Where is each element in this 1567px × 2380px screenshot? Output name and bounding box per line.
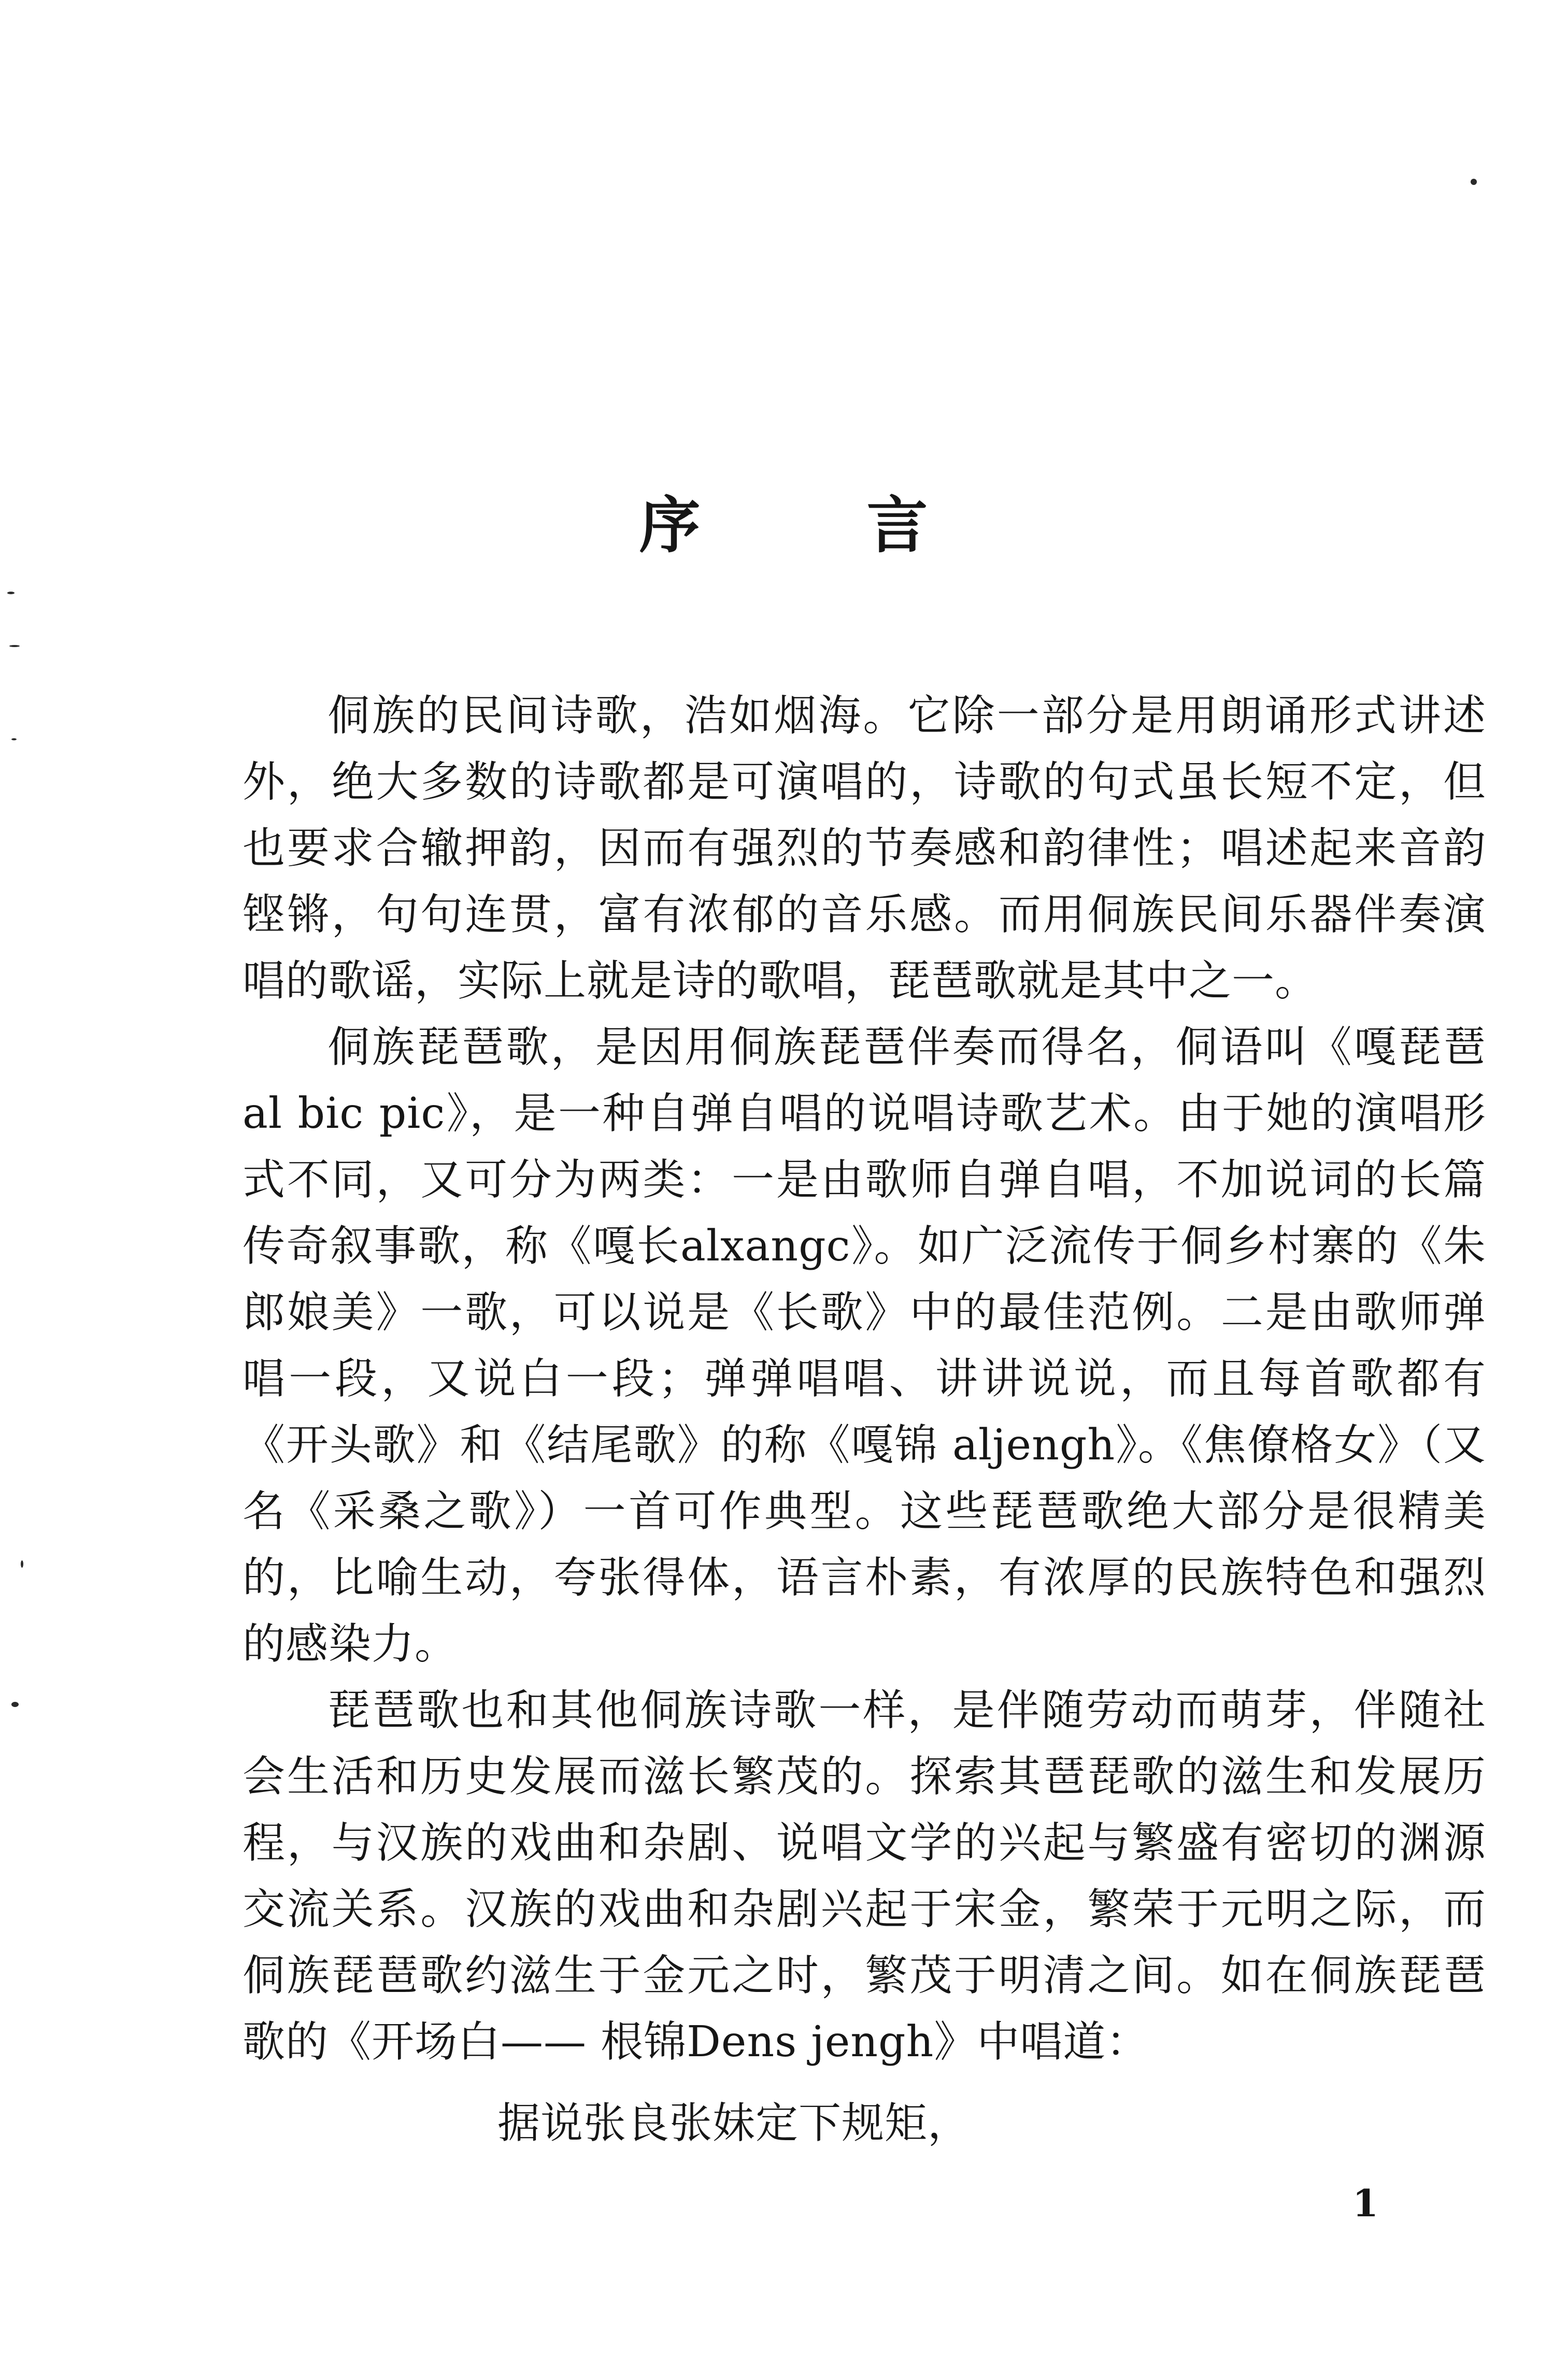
scan-speck bbox=[1471, 179, 1477, 185]
scan-speck bbox=[7, 592, 15, 594]
body-text bbox=[243, 683, 1486, 2075]
scan-speck bbox=[11, 1702, 19, 1707]
paragraph: 侗族琵琶歌，是因用侗族琵琶伴奏而得名，侗语叫《嘎琵琶 al bic pic》，是一种自弹自唱的说唱诗歌艺术。由于她的演唱形式不同，又可分为两类：一是由歌师自弹自唱，不加说词的长篇传奇叙事歌，称《嘎长alxangc》。如广泛流传于侗乡村寨的《朱郎娘美》一歌，可以说是《长歌》中的最佳范例。二是由歌师弹唱一段，又说白一段；弹弹唱唱、讲讲说说，而且每首歌都有《开头歌》和《结尾歌》的称《嘎锦 aljengh》。《焦僚格女》（又名《采桑之歌》）一首可作典型。这些琵琶歌绝大部分是很精美的，比喻生动，夸张得体，语言朴素，有浓厚的民族特色和强烈的感染力。 bbox=[243, 1023, 1486, 1669]
scan-speck bbox=[9, 645, 20, 647]
scan-speck bbox=[21, 1560, 23, 1568]
page-number: 1 bbox=[1352, 2181, 1379, 2225]
verse-line: 据说张良张妹定下规矩， bbox=[497, 2099, 971, 2148]
page-title: 序 言 bbox=[639, 489, 1001, 561]
scan-speck bbox=[11, 738, 17, 740]
paragraph: 琵琶歌也和其他侗族诗歌一样，是伴随劳动而萌芽，伴随社会生活和历史发展而滋长繁茂的。探索其琶琵歌的滋生和发展历程，与汉族的戏曲和杂剧、说唱文学的兴起与繁盛有密切的渊源交流关系。汉族的戏曲和杂剧兴起于宋金，繁荣于元明之际，而侗族琵琶歌约滋生于金元之时，繁茂于明清之间。如在侗族琵琶歌的《开场白—— 根锦Dens jengh》中唱道： bbox=[243, 1686, 1486, 2067]
paragraph: 侗族的民间诗歌，浩如烟海。它除一部分是用朗诵形式讲述外，绝大多数的诗歌都是可演唱的，诗歌的句式虽长短不定，但也要求合辙押韵，因而有强烈的节奏感和韵律性；唱述起来音韵铿锵，句句连贯，富有浓郁的音乐感。而用侗族民间乐器伴奏演唱的歌谣，实际上就是诗的歌唱，琵琶歌就是其中之一。 bbox=[243, 691, 1486, 1006]
